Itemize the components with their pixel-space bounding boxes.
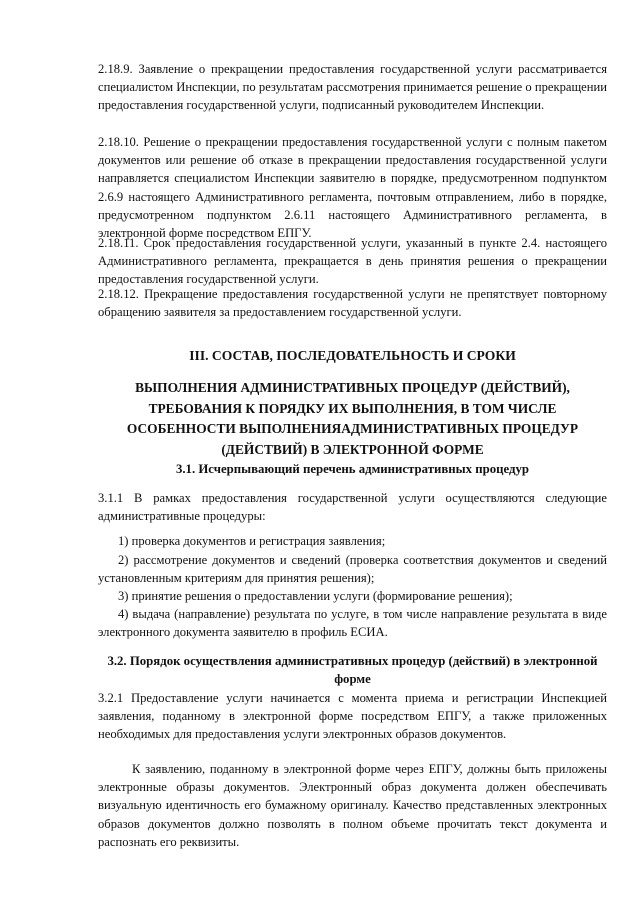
paragraph-2-18-11: 2.18.11. Срок предоставления государственной услуги, указанный в пункте 2.4. настоящего Административного регламента, прекращается в день принятия решения о прекращении предоставления государственной услуги.	[98, 236, 607, 287]
list-item-4: 4) выдача (направление) результата по услуге, в том числе направление результата в виде электронного документа заявителю в профиль ЕСИА.	[98, 607, 607, 640]
paragraph-attachments: К заявлению, поданному в электронной форме через ЕПГУ, должны быть приложены электронные образы документов. Электронный образ документа должен обеспечивать визуальную идентичность его бумажному оригиналу. Качество представленных электронных образов документов должно позволять в полном объеме прочитать текст документа и распознать его реквизиты.	[98, 762, 607, 849]
paragraph-3-2-1: 3.2.1 Предоставление услуги начинается с момента приема и регистрации Инспекцией заявления, поданному в электронной форме посредством ЕПГУ, а также приложенных необходимых для предоставления услуги электронных образов документов.	[98, 691, 607, 742]
subsection-3-2-heading: 3.2. Порядок осуществления административных процедур (действий) в электронной форме	[107, 654, 598, 686]
paragraph-2-18-10: 2.18.10. Решение о прекращении предоставления государственной услуги с полным пакетом документов или решение об отказе в прекращении предоставления государственной услуги направляется специалистом Инспекции заявителю в порядке, предусмотренном подпунктом 2.6.9 настоящего Административного регламента, почтовым отправлением, либо в порядке, предусмотренном подпунктом 2.6.11 настоящего Административного регламента, в электронной форме посредством ЕПГУ.	[98, 135, 607, 241]
paragraph-2-18-12: 2.18.12. Прекращение предоставления государственной услуги не препятствует повторному обращению заявителя за предоставлением государственной услуги.	[98, 287, 607, 320]
list-item-1: 1) проверка документов и регистрация заявления;	[118, 534, 386, 548]
list-item-3: 3) принятие решения о предоставлении услуги (формирование решения);	[118, 589, 513, 603]
section-title: III. СОСТАВ, ПОСЛЕДОВАТЕЛЬНОСТЬ И СРОКИ	[189, 348, 516, 363]
section-subtitle: ВЫПОЛНЕНИЯ АДМИНИСТРАТИВНЫХ ПРОЦЕДУР (ДЕЙСТВИЙ), ТРЕБОВАНИЯ К ПОРЯДКУ ИХ ВЫПОЛНЕНИЯ, В ТОМ ЧИСЛЕ ОСОБЕННОСТИ ВЫПОЛНЕНИЯАДМИНИСТРАТИВНЫХ ПРОЦЕДУР (ДЕЙСТВИЙ) В ЭЛЕКТРОННОЙ ФОРМЕ	[126, 380, 579, 457]
subsection-3-1-heading: 3.1. Исчерпывающий перечень административных процедур	[175, 462, 530, 476]
list-item-2: 2) рассмотрение документов и сведений (проверка соответствия документов и сведений установленным критериям для принятия решения);	[98, 553, 607, 586]
paragraph-2-18-9: 2.18.9. Заявление о прекращении предоставления государственной услуги рассматривается специалистом Инспекции, по результатам рассмотрения принимается решение о прекращении предоставления государственной услуги, подписанный руководителем Инспекции.	[98, 62, 607, 113]
paragraph-3-1-1: 3.1.1 В рамках предоставления государственной услуги осуществляются следующие административные процедуры:	[98, 491, 607, 524]
